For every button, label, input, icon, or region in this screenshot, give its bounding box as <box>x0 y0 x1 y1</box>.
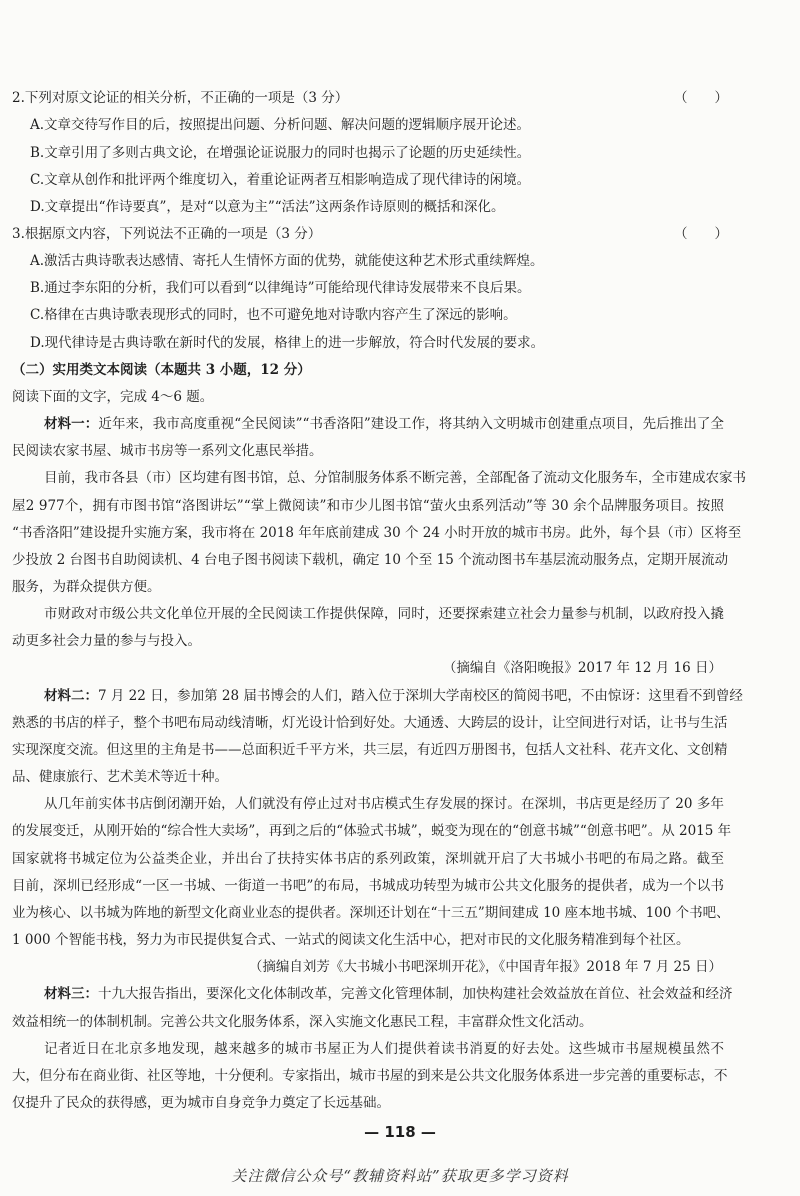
section-heading: （二）实用类文本阅读（本题共 3 小题，12 分） <box>12 362 311 378</box>
footer-note: 关注微信公众号“教辅资料站”获取更多学习资料 <box>231 1167 569 1185</box>
material-2-line: 的发展变迁，从刚开始的“综合性大卖场”，再到之后的“体验式书城”，蜕变为现在的“创意书城”“创意书吧”。从 2015 年 <box>12 823 732 839</box>
option-c: C.格律在古典诗歌表现形式的同时，也不可避免地对诗歌内容产生了深远的影响。 <box>30 307 517 323</box>
option-b: B.文章引用了多则古典文论，在增强论证说服力的同时也揭示了论题的历史延续性。 <box>30 145 531 161</box>
material-1-line: 少投放 2 台图书自助阅读机、4 台电子图书阅读下载机，确定 10 个至 15 个流动图书车基层流动服务点，定期开展流动 <box>12 552 729 568</box>
option-d: D.现代律诗是古典诗歌在新时代的发展，格律上的进一步解放，符合时代发展的要求。 <box>30 335 545 351</box>
material-3-line: 大，但分布在商业街、社区等地，十分便利。专家指出，城市书屋的到来是公共文化服务体系进一步完善的重要标志，不 <box>12 1068 728 1084</box>
question-3-stem: 3.根据原文内容，下列说法不正确的一项是（3 分） <box>12 226 322 242</box>
answer-paren: （ ） <box>674 226 728 242</box>
material-1-line: 动更多社会力量的参与与投入。 <box>12 633 201 649</box>
material-3-line: 效益相统一的体制机制。完善公共文化服务体系，深入实施文化惠民工程，丰富群众性文化活动。 <box>12 1014 593 1030</box>
material-3-label: 材料三： <box>44 986 98 1002</box>
option-b: B.通过李东阳的分析，我们可以看到“以律绳诗”可能给现代律诗发展带来不良后果。 <box>30 280 531 296</box>
material-2-label: 材料二： <box>44 688 98 704</box>
material-2-line: 1 000 个智能书栈，努力为市民提供复合式、一站式的阅读文化生活中心，把对市民的文化服务精准到每个社区。 <box>12 932 690 948</box>
material-1-line: 屋2 977个，拥有市图书馆“洛图讲坛”“掌上微阅读”和市少儿图书馆“萤火虫系列活动”等 30 余个品牌服务项目。按照 <box>12 498 724 514</box>
material-1-source: （摘编自《洛阳晚报》2017 年 12 月 16 日） <box>442 660 722 676</box>
question-2-stem: 2.下列对原文论证的相关分析，不正确的一项是（3 分） <box>12 90 349 106</box>
material-1-line: 服务，为群众提供方便。 <box>12 579 161 595</box>
material-3-line: 仅提升了民众的获得感，更为城市自身竞争力奠定了长远基础。 <box>12 1095 390 1111</box>
material-2-line: 从几年前实体书店倒闭潮开始，人们就没有停止过对书店模式生存发展的探讨。在深圳，书店更是经历了 20 多年 <box>44 796 724 812</box>
material-2-line: 品、健康旅行、艺术美术等近十种。 <box>12 769 228 785</box>
answer-paren: （ ） <box>674 90 728 106</box>
material-3-line: 记者近日在北京多地发现，越来越多的城市书屋正为人们提供着读书消夏的好去处。这些城市书屋规模虽然不 <box>44 1041 724 1057</box>
material-2-line: 材料二：7 月 22 日，参加第 28 届书博会的人们，踏入位于深圳大学南校区的简阅书吧，不由惊讶：这里看不到曾经 <box>44 688 743 704</box>
section-instruction: 阅读下面的文字，完成 4～6 题。 <box>12 389 214 405</box>
material-2-line: 熟悉的书店的样子，整个书吧布局动线清晰，灯光设计恰到好处。大通透、大跨层的设计，让空间进行对话，让书与生活 <box>12 715 728 731</box>
option-c: C.文章从创作和批评两个维度切入，着重论证两者互相影响造成了现代律诗的闲境。 <box>30 172 531 188</box>
material-2-line: 实现深度交流。但这里的主角是书——总面积近千平方米，共三层，有近四万册图书，包括人文社科、花卉文化、文创精 <box>12 742 728 758</box>
option-a: A.文章交待写作目的后，按照提出问题、分析问题、解决问题的逻辑顺序展开论述。 <box>30 117 531 133</box>
material-2-line: 国家就将书城定位为公益类企业，并出台了扶持实体书店的系列政策，深圳就开启了大书城小书吧的布局之路。截至 <box>12 851 724 867</box>
material-1-line: 民阅读农家书屋、城市书房等一系列文化惠民举措。 <box>12 443 323 459</box>
material-1-label: 材料一： <box>44 416 99 432</box>
option-a: A.激活古典诗歌表达感情、寄托人生情怀方面的优势，就能使这种艺术形式重续辉煌。 <box>30 253 544 269</box>
material-2-source: （摘编自刘芳《大书城小书吧深圳开花》，《中国青年报》2018 年 7 月 25 日） <box>248 959 722 975</box>
page-number: — 118 — <box>364 1123 436 1141</box>
material-2-line: 业为核心、以书城为阵地的新型文化商业业态的提供者。深圳还计划在“十三五”期间建成 10 座本地书城、100 个书吧、 <box>12 905 730 921</box>
material-1-line: “书香洛阳”建设提升实施方案，我市将在 2018 年年底前建成 30 个 24 小时开放的城市书房。此外，每个县（市）区将至 <box>12 525 742 541</box>
material-1-line: 市财政对市级公共文化单位开展的全民阅读工作提供保障，同时，还要探索建立社会力量参与机制，以政府投入撬 <box>44 606 724 622</box>
option-d: D.文章提出“作诗要真”，是对“以意为主”“活法”这两条作诗原则的概括和深化。 <box>30 199 505 215</box>
material-2-line: 目前，深圳已经形成“一区一书城、一街道一书吧”的布局，书城成功转型为城市公共文化服务的提供者，成为一个以书 <box>12 878 724 894</box>
material-1-line: 材料一：近年来，我市高度重视“全民阅读”“书香洛阳”建设工作，将其纳入文明城市创建重点项目，先后推出了全 <box>44 416 725 432</box>
material-3-line: 材料三：十九大报告指出，要深化文化体制改革，完善文化管理体制，加快构建社会效益放在首位、社会效益和经济 <box>44 986 733 1002</box>
material-1-line: 目前，我市各县（市）区均建有图书馆，总、分馆制服务体系不断完善，全部配备了流动文化服务车，全市建成农家书 <box>44 470 746 486</box>
